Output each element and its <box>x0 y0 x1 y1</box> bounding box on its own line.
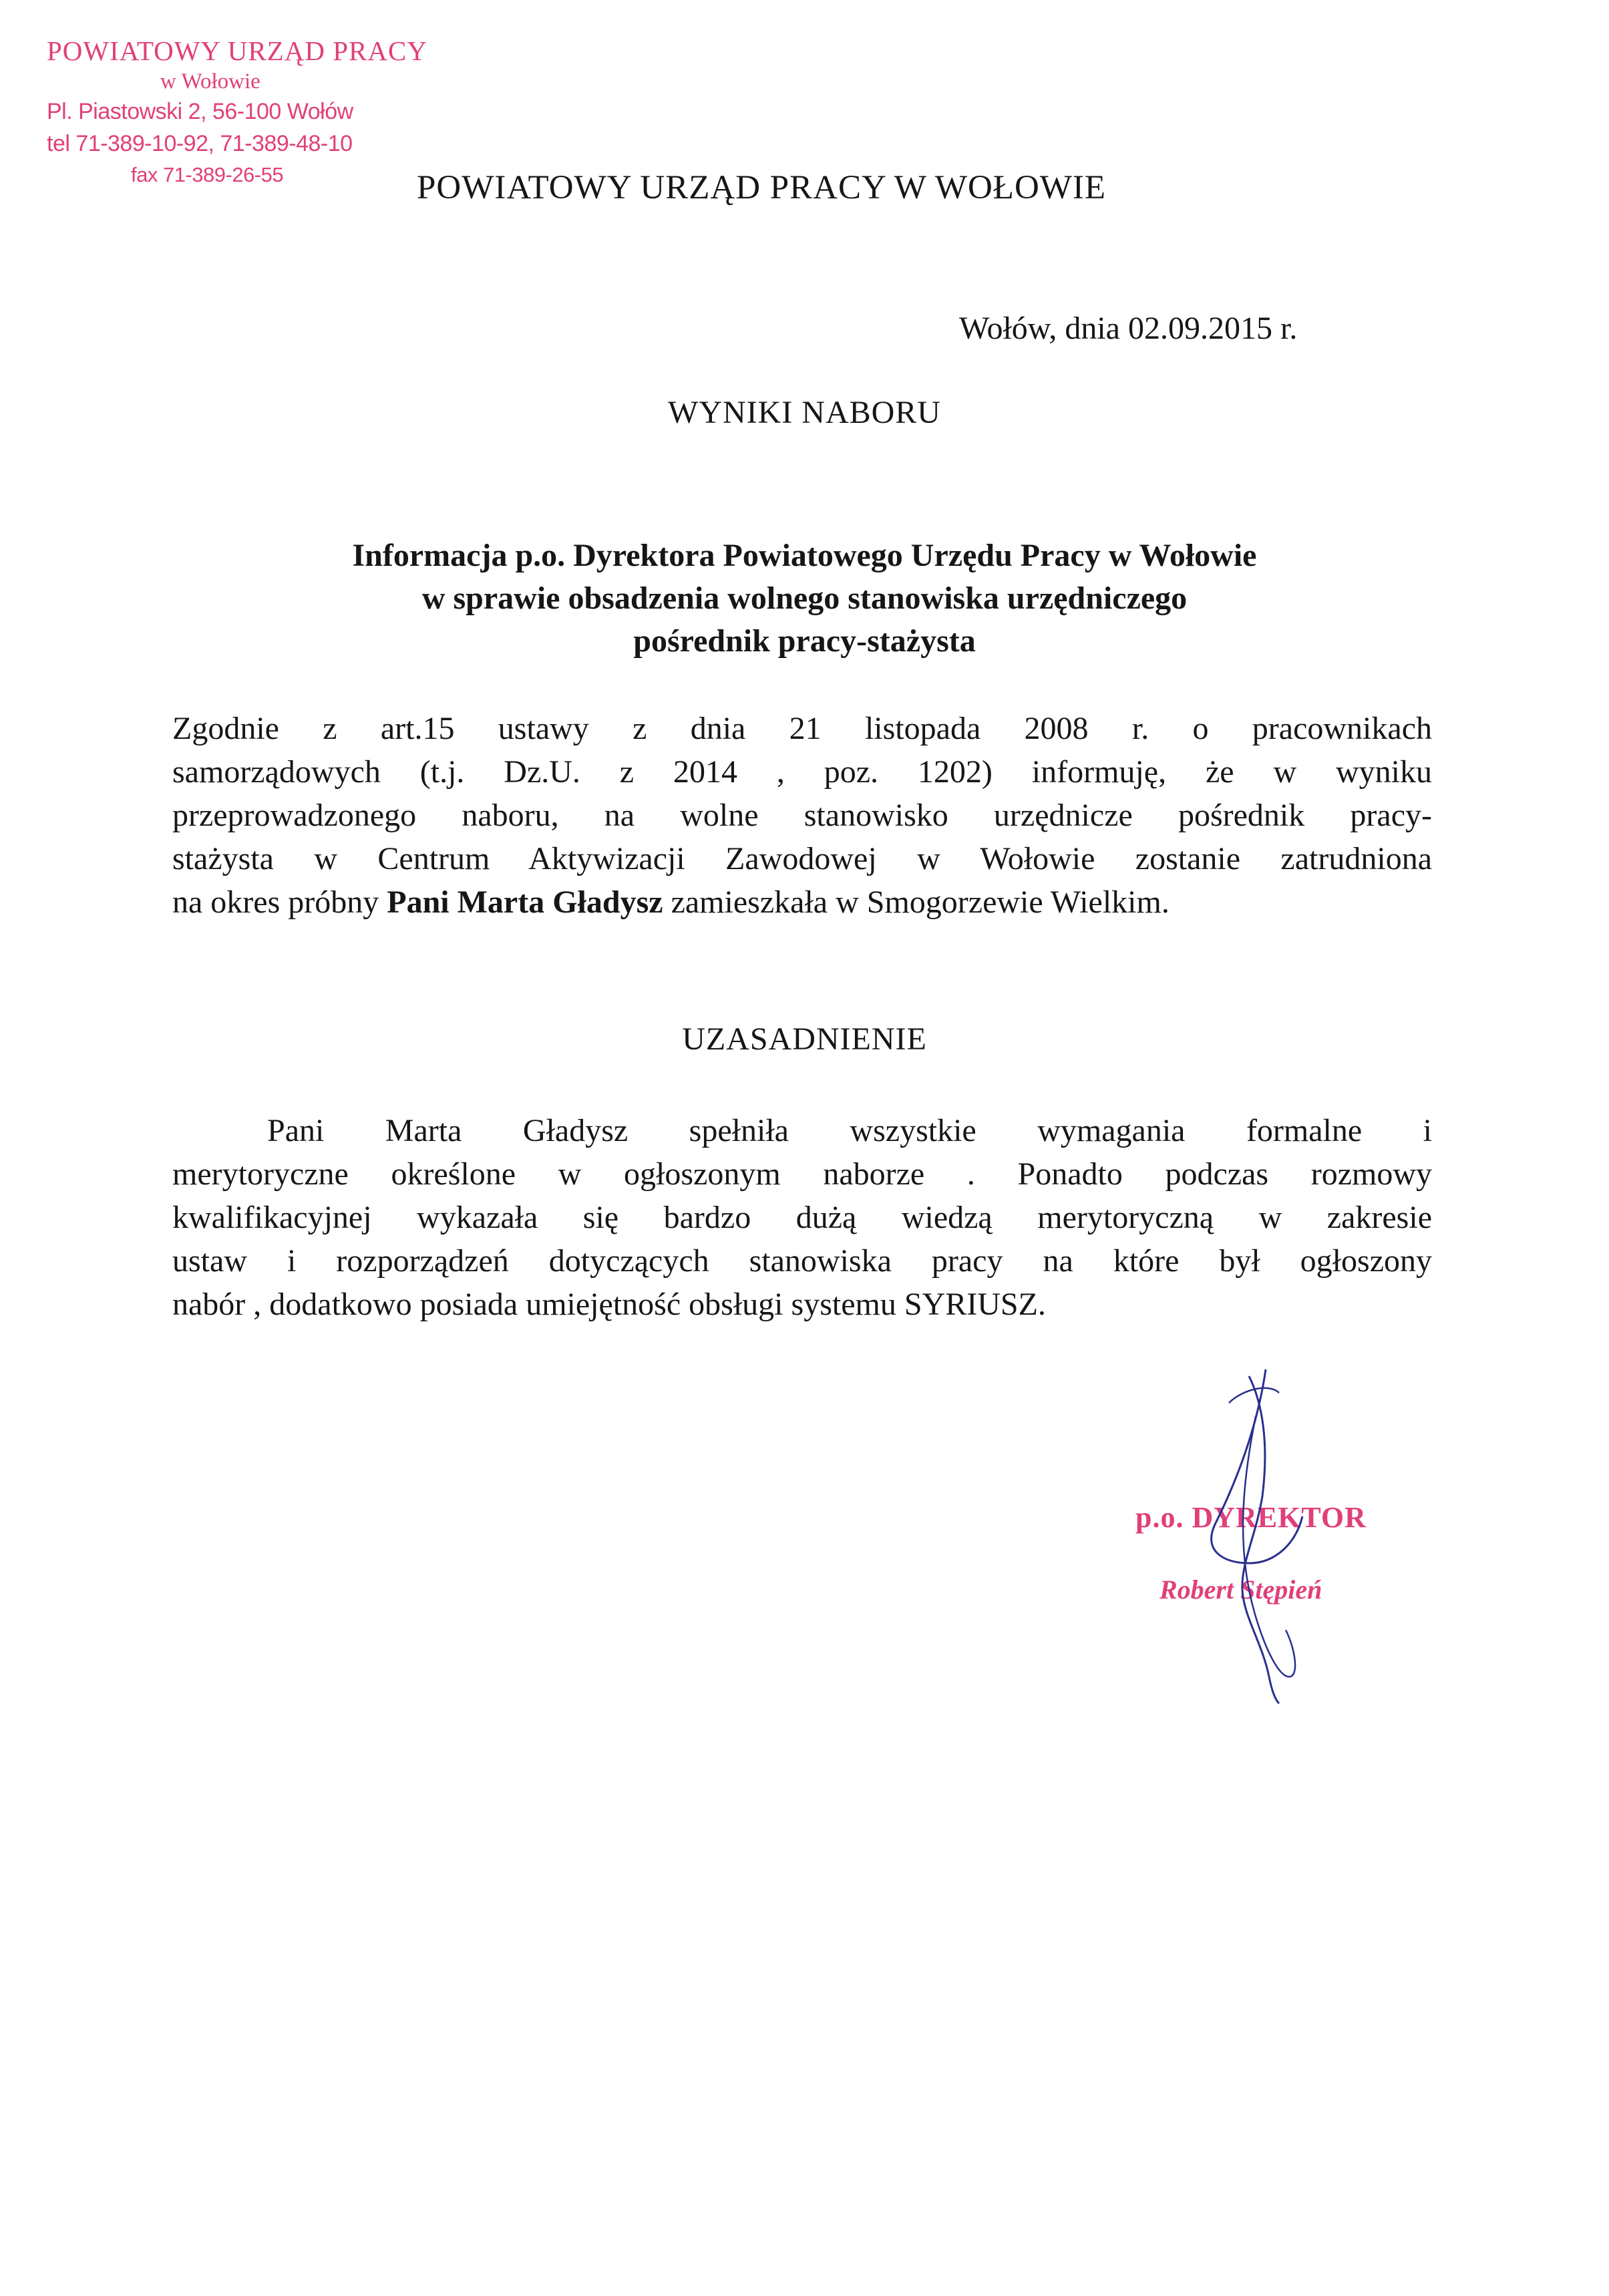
main-paragraph-line-3: przeprowadzonego naboru, na wolne stanowisko urzędnicze pośrednik pracy- <box>172 798 1432 833</box>
info-line-3: pośrednik pracy-stażysta <box>633 623 976 659</box>
selected-candidate-name: Pani Marta Gładysz <box>387 884 663 920</box>
document-date: Wołów, dnia 02.09.2015 r. <box>959 311 1298 346</box>
main-paragraph-line-5-end: zamieszkała w Smogorzewie Wielkim. <box>663 884 1170 920</box>
justification-paragraph <box>172 1109 1432 1326</box>
handwritten-signature <box>1162 1363 1376 1710</box>
stamp-office-name: POWIATOWY URZĄD PRACY <box>47 35 427 66</box>
main-paragraph-line-1: Zgodnie z art.15 ustawy z dnia 21 listopada 2008 r. o pracownikach <box>172 711 1432 746</box>
stamp-town: w Wołowie <box>160 69 260 94</box>
main-paragraph <box>172 707 1432 924</box>
director-title: p.o. DYREKTOR <box>1135 1501 1367 1534</box>
office-stamp <box>27 27 454 187</box>
justification-line-3: kwalifikacyjnej wykazała się bardzo dużą wiedzą merytoryczną w zakresie <box>172 1200 1432 1235</box>
stamp-fax: fax 71-389-26-55 <box>131 163 284 186</box>
stamp-phone: tel 71-389-10-92, 71-389-48-10 <box>47 131 353 156</box>
main-paragraph-line-5-start: na okres próbny <box>172 884 387 920</box>
results-heading: WYNIKI NABORU <box>668 395 941 430</box>
main-paragraph-line-2: samorządowych (t.j. Dz.U. z 2014 , poz. 1202) informuję, że w wyniku <box>172 754 1432 790</box>
office-title: POWIATOWY URZĄD PRACY W WOŁOWIE <box>417 169 1107 206</box>
justification-line-5: nabór , dodatkowo posiada umiejętność obsługi systemu SYRIUSZ. <box>172 1287 1046 1322</box>
justification-line-2: merytoryczne określone w ogłoszonym naborze . Ponadto podczas rozmowy <box>172 1156 1432 1192</box>
justification-line-1: Pani Marta Gładysz spełniła wszystkie wymagania formalne i <box>267 1113 1432 1148</box>
justification-line-4: ustaw i rozporządzeń dotyczących stanowiska pracy na które był ogłoszony <box>172 1243 1432 1279</box>
info-line-1: Informacja p.o. Dyrektora Powiatowego Urzędu Pracy w Wołowie <box>352 538 1257 573</box>
main-paragraph-line-5 <box>172 880 1432 924</box>
info-line-2: w sprawie obsadzenia wolnego stanowiska urzędniczego <box>421 581 1188 616</box>
info-block <box>0 534 1609 663</box>
director-name: Robert Stępień <box>1159 1575 1322 1605</box>
justification-heading: UZASADNIENIE <box>682 1021 927 1057</box>
main-paragraph-line-4: stażysta w Centrum Aktywizacji Zawodowej w Wołowie zostanie zatrudniona <box>172 841 1432 876</box>
stamp-address: Pl. Piastowski 2, 56-100 Wołów <box>47 99 353 124</box>
